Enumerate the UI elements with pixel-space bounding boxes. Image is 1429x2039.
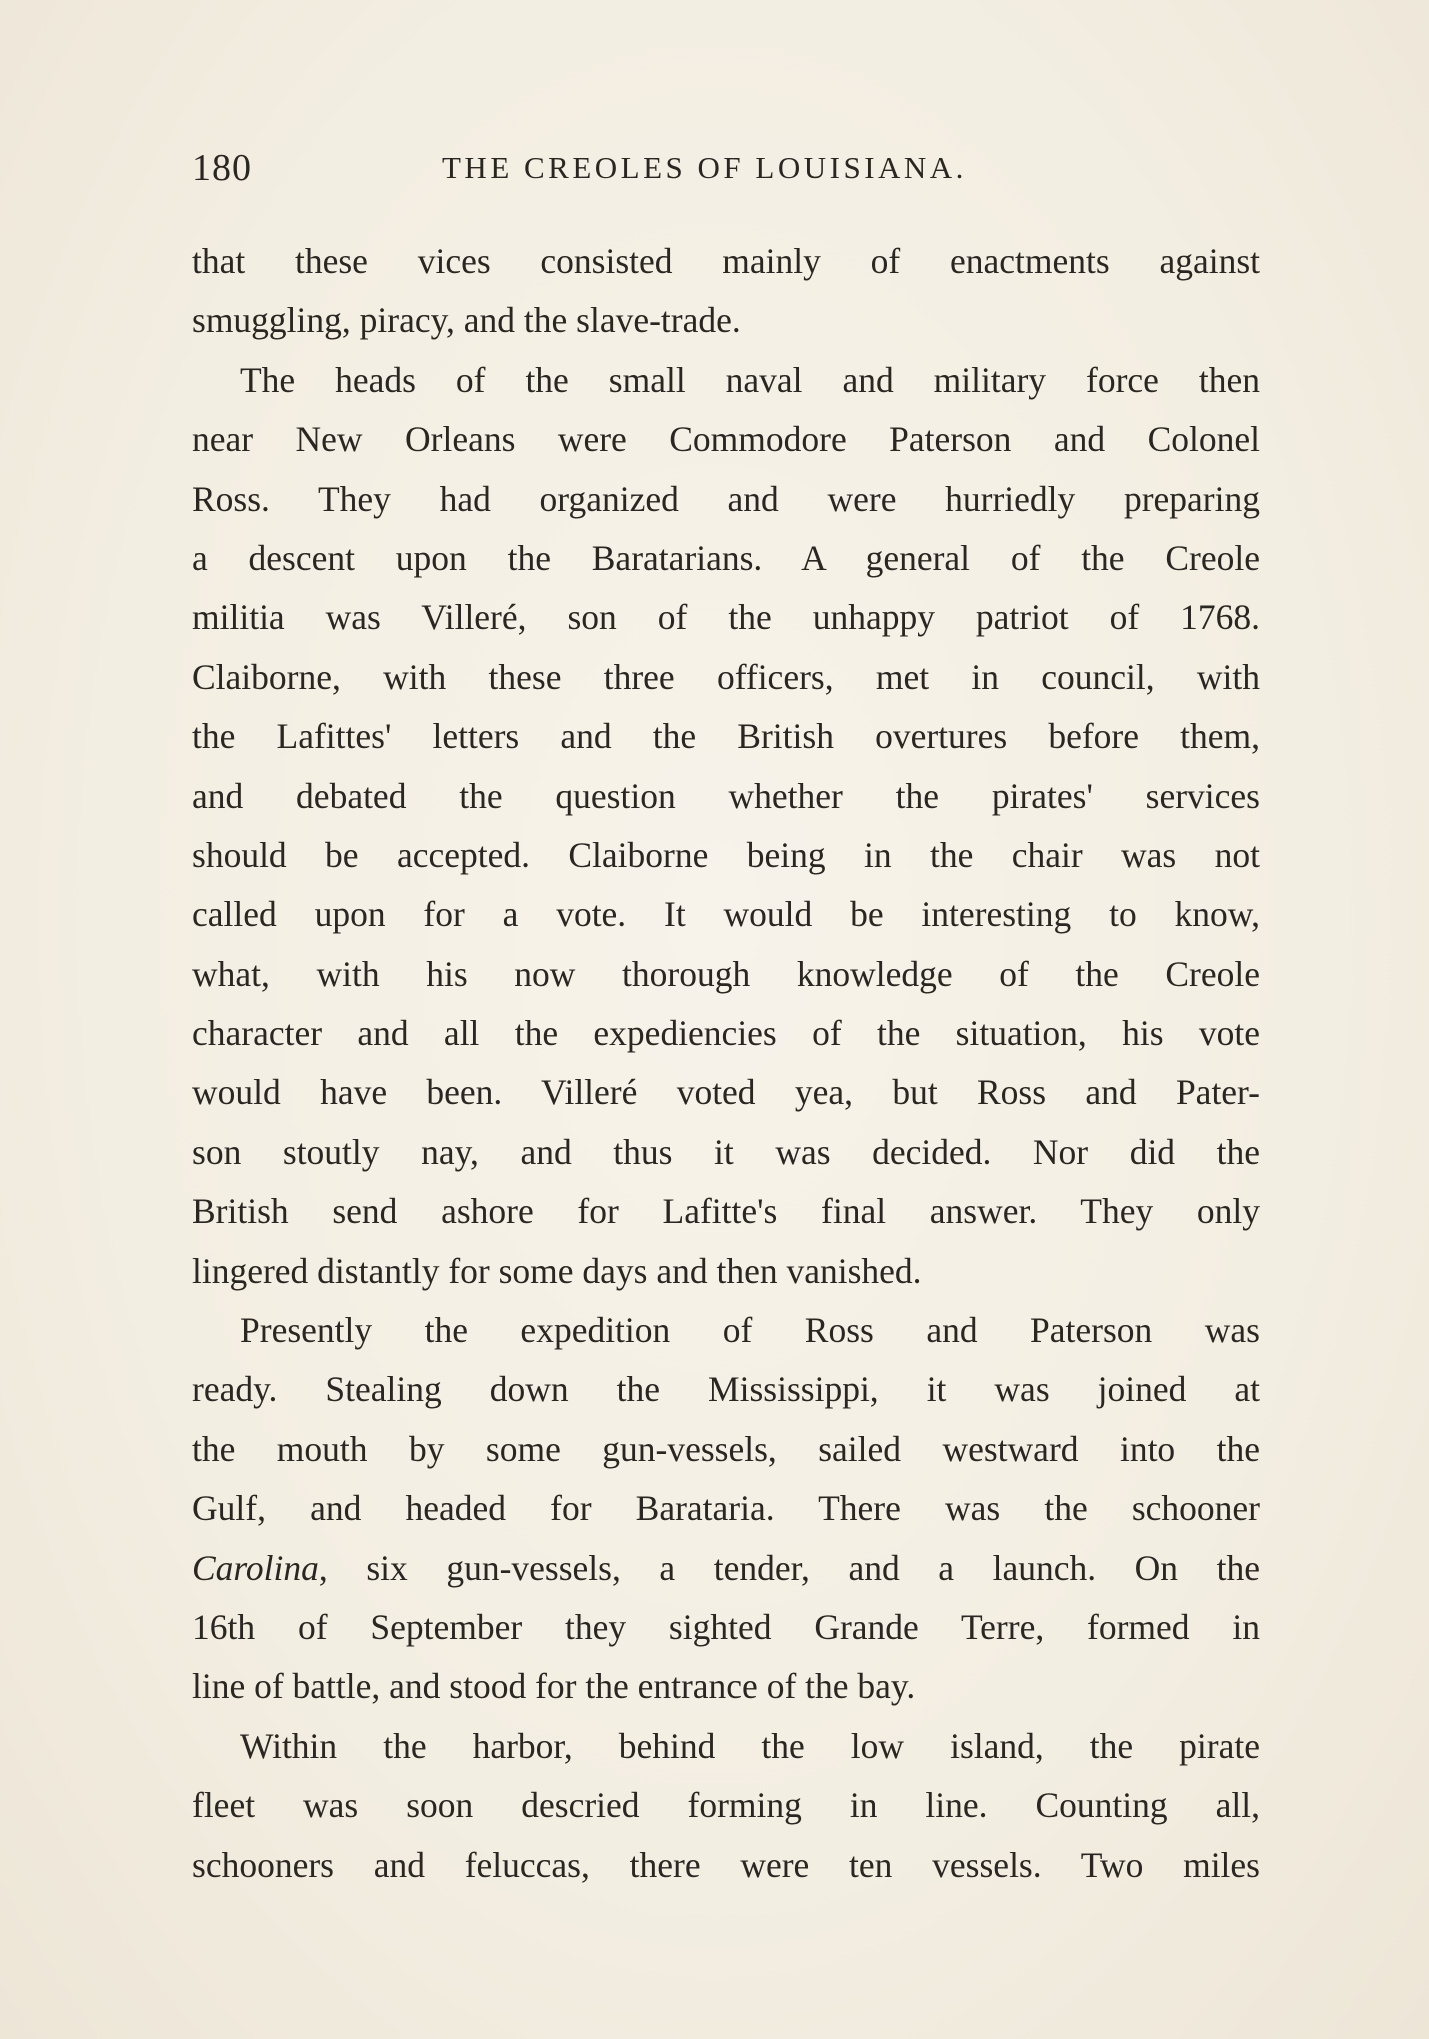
text-line: 16th of September they sighted Grande Terre, formed in <box>192 1606 1260 1647</box>
text-line: near New Orleans were Commodore Paterson and Colonel <box>192 419 1260 460</box>
text-line: militia was Villeré, son of the unhappy patriot of 1768. <box>192 597 1260 638</box>
text-line: a descent upon the Baratarians. A general of the Creole <box>192 537 1260 578</box>
text-line: lingered distantly for some days and then vanished. <box>192 1250 922 1291</box>
text-line: fleet was soon descried forming in line. Counting all, <box>192 1785 1260 1826</box>
text-line: that these vices consisted mainly of enactments against <box>192 241 1260 281</box>
text-fragment: , six gun-vessels, a tender, and a launch. On the <box>318 1547 1260 1588</box>
text-line: Claiborne, with these three officers, met in council, with <box>192 656 1260 697</box>
text-line: The heads of the small naval and military force then <box>240 359 1260 400</box>
page-number: 180 <box>192 147 252 189</box>
body-text <box>192 232 1260 1895</box>
text-line: Within the harbor, behind the low island, the pirate <box>240 1725 1260 1766</box>
text-line: schooners and feluccas, there were ten vessels. Two miles <box>192 1844 1260 1885</box>
running-title: THE CREOLES OF LOUISIANA. <box>442 150 967 185</box>
ship-name: Carolina <box>192 1547 319 1588</box>
page-header <box>192 146 1260 206</box>
text-line: Gulf, and headed for Barataria. There was the schooner <box>192 1488 1260 1529</box>
text-line: smuggling, piracy, and the slave-trade. <box>192 300 741 341</box>
text-line: the mouth by some gun-vessels, sailed westward into the <box>192 1428 1260 1469</box>
text-line: son stoutly nay, and thus it was decided. Nor did the <box>192 1131 1260 1172</box>
text-line: ready. Stealing down the Mississippi, it was joined at <box>192 1369 1260 1410</box>
text-line: Presently the expedition of Ross and Paterson was <box>240 1310 1260 1351</box>
text-line: called upon for a vote. It would be interesting to know, <box>192 894 1260 935</box>
text-line: line of battle, and stood for the entrance of the bay. <box>192 1666 916 1707</box>
text-line: would have been. Villeré voted yea, but Ross and Pater- <box>192 1072 1260 1113</box>
text-line: Ross. They had organized and were hurriedly preparing <box>192 478 1260 519</box>
text-line: character and all the expediencies of the situation, his vote <box>192 1013 1260 1054</box>
text-line: and debated the question whether the pirates' services <box>192 775 1260 816</box>
text-line-with-italic <box>192 1539 1260 1598</box>
text-line: should be accepted. Claiborne being in the chair was not <box>192 834 1260 875</box>
text-line: the Lafittes' letters and the British overtures before them, <box>192 716 1260 757</box>
text-line: British send ashore for Lafitte's final answer. They only <box>192 1191 1260 1232</box>
text-line: what, with his now thorough knowledge of the Creole <box>192 953 1260 994</box>
